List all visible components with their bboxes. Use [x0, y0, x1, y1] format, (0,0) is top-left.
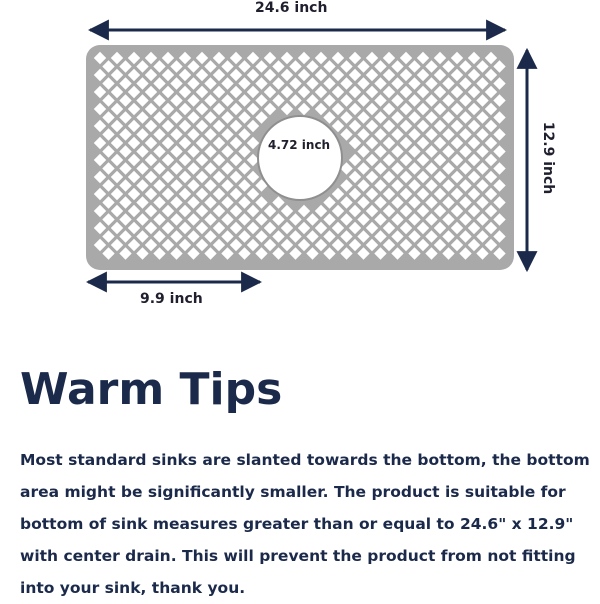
- width-label: 24.6 inch: [255, 0, 328, 16]
- drain-offset-label: 9.9 inch: [140, 291, 203, 307]
- warm-tips-text: Most standard sinks are slanted towards the bottom, the bottom area might be significantly smaller. The product is suitable for bottom of sink measures greater than or equal to 24.6" x 12.9" with center drain. This will prevent the product from not fitting into your sink, thank you.: [20, 451, 590, 597]
- warm-tips-heading: Warm Tips: [20, 364, 283, 415]
- drain-diameter-label: 4.72 inch: [268, 138, 331, 152]
- center-drain-hole: [258, 116, 342, 200]
- height-label: 12.9 inch: [540, 121, 556, 195]
